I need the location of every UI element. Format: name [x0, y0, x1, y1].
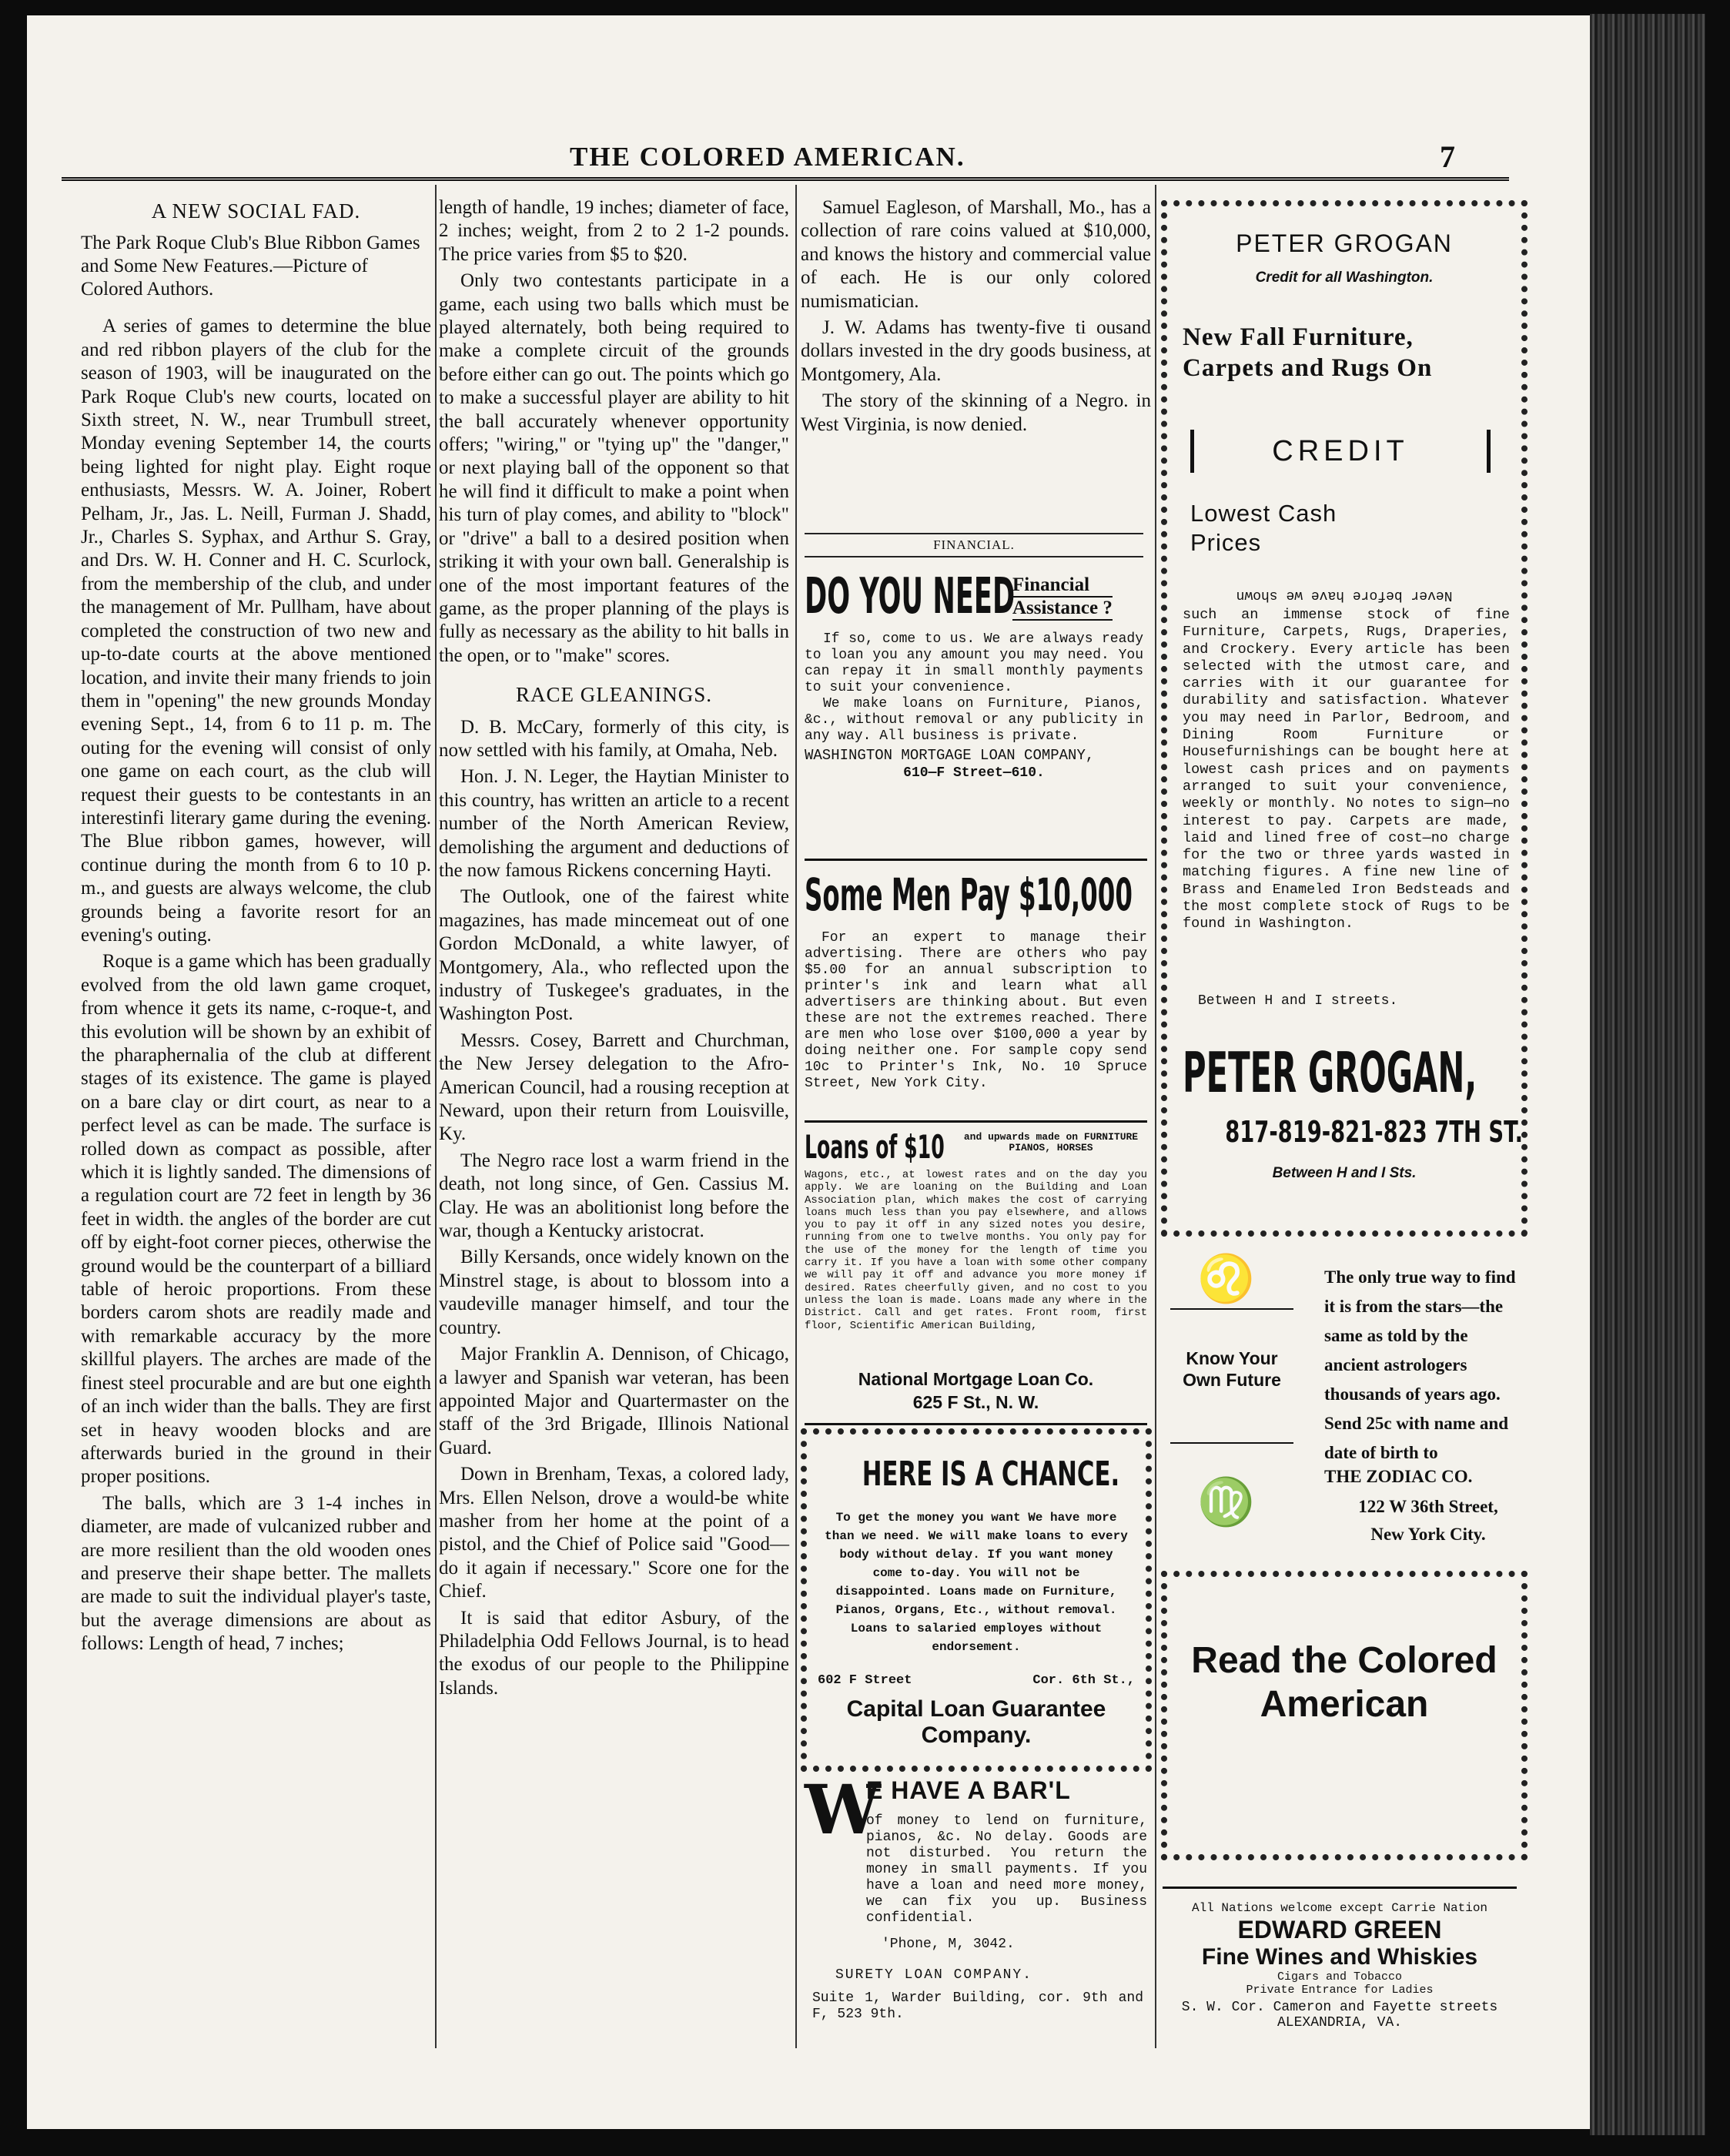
- ad-edward-green: [1163, 1886, 1517, 2058]
- store-name-large: PETER GROGAN,: [1183, 1040, 1477, 1105]
- column-1: [81, 196, 431, 1659]
- credit-banner: CREDIT: [1190, 430, 1491, 473]
- news-item: Samuel Eagleson, of Marshall, Mo., has a collection of rare coins valued at $10,000, and knows the history and commercial value of each. He is our only colored numismatician.: [801, 197, 1151, 312]
- ad-headline: Read the Colored American: [1191, 1640, 1497, 1725]
- ad-headline: E HAVE A BAR'L: [866, 1776, 1071, 1804]
- store-address: 817-819-821-823 7TH ST.: [1225, 1115, 1523, 1149]
- article-paragraph: Roque is a game which has been gradually evolved from the old lawn game croquet, from whence it gets its name, c-roque-t, and this evolution will be shown by an exhibit of the pharaphernalia of the club at different stages of its existence. The game is played on a bare clay or dirt court, as near to a perfect level as can be made. The surface is rolled down as compact as possible, after which it is lightly sanded. The dimensions of a regulation court are 72 feet in length by 36 feet in width. the angles of the border are cut off by eight-foot corner pieces, otherwise the ground would be the counterpart of a billiard table of heroic proportions. From these borders carom shots are readily made and with remarkable accuracy by the more skillful players. The arches are made of the finest steel procurable and are but one eighth of an inch wider than the balls. They are first set in heavy wooden blocks and are afterwards buried in the ground in their proper positions.: [81, 951, 431, 1488]
- financial-header: FINANCIAL.: [805, 533, 1143, 557]
- ad-line: Cigars and Tobacco: [1277, 1970, 1403, 1984]
- ad-body: To get the money you want We have more than we need. We will make loans to every body without delay. If you want money come to-day. You will not be disappointed. Loans made on Furniture, Pianos, Organs, Etc., without removal. Loans to salaried employes without endorsement.: [825, 1511, 1128, 1654]
- section-headline: RACE GLEANINGS.: [516, 683, 712, 707]
- ad-address: 122 W 36th Street, New York City.: [1358, 1497, 1498, 1544]
- news-item: The Outlook, one of the fairest white magazines, has made mincemeat out of one Gordon McDonald, a white lawyer, of Montgomery, Ala., who reflected upon the industry of Tuskegee's graduates, in the Washington Post.: [439, 886, 789, 1025]
- page-title: THE COLORED AMERICAN.: [570, 142, 965, 172]
- news-item: D. B. McCary, formerly of this city, is now settled with his family, at Omaha, Neb.: [439, 716, 789, 761]
- ad-company: Capital Loan Guarantee Company.: [846, 1696, 1106, 1748]
- ad-headline: HERE IS A CHANCE.: [862, 1455, 1120, 1494]
- ad-headline: Fine Wines and Whiskies: [1201, 1944, 1478, 1970]
- ad-body: of money to lend on furniture, pianos, &c. No delay. Goods are not disturbed. You return the money in small payments. If you have a loan and need more money, we can fix you up. Business confidential.: [866, 1813, 1147, 1926]
- news-item: Major Franklin A. Dennison, of Chicago, a lawyer and Spanish war veteran, has been appointed Major and Quartermaster on the staff of the 3rd Brigade, Illinois National Guard.: [439, 1344, 789, 1458]
- store-name: PETER GROGAN: [1236, 229, 1453, 257]
- ad-body: If so, come to us. We are always ready to loan you any amount you may need. You can repay it in small monthly payments to suit your convenience. We make loans on Furniture, Pianos, &c., without removal or any publicity in any way. All business is private. WASHINGTON MORTGAGE LOAN COMPANY, 610—F Street—610.: [805, 631, 1143, 781]
- leo-icon: ♌: [1197, 1252, 1255, 1306]
- news-item: It is said that editor Asbury, of the Philadelphia Odd Fellows Journal, is to head the exodus of our people to the Philippine Islands.: [439, 1607, 789, 1699]
- article-paragraph: Only two contestants participate in a game, each using two balls which must be played alternately, both being required to make a complete circuit of the grounds before either can go out. The points which go to make a successful player are ability to hit the ball accurately whenever opportunity offers; "wiring," or "tying up" the "danger," or next playing ball of the opponent so that he will find it difficult to make a point when his turn of play comes, and ability to "block" or "drive" a ball to a desired position when striking it with your own ball. Generalship is one of the most important features of the game, as the proper planning of the plays is fully as necessary as the ability to hit balls in the open, or to "make" scores.: [439, 270, 789, 666]
- ad-headline: Some Men Pay $10,000: [805, 869, 1133, 921]
- ad-subhead: Financial Assistance ?: [1012, 574, 1113, 621]
- ad-printers-ink: [805, 859, 1147, 1107]
- ad-company: THE ZODIAC CO.: [1324, 1467, 1473, 1486]
- ad-headline: Loans of $10: [805, 1128, 945, 1166]
- article-paragraph: The balls, which are 3 1-4 inches in diameter, are made of vulcanized rubber and are more resilient than the old wooden ones and preserve their shape better. The mallets are made to suit the individual player's taste, but the average dimensions are about as follows: Length of head, 7 inches;: [81, 1492, 431, 1655]
- page-number: 7: [1440, 139, 1455, 174]
- ad-dropcap: W: [805, 1769, 881, 1850]
- ad-headline: DO YOU NEED: [805, 568, 1016, 625]
- news-item: Billy Kersands, once widely known on the Minstrel stage, is about to blossom into a vaudeville manager himself, and tour the country.: [439, 1247, 789, 1338]
- ad-address: Suite 1, Warder Building, cor. 9th and F, 523 9th.: [812, 1990, 1143, 2022]
- column-rule: [795, 185, 797, 2048]
- header-rule: [62, 177, 1509, 181]
- ad-body: The only true way to find it is from the stars—the same as told by the ancient astrologers thousands of years ago. Send 25c with name and date of birth to: [1324, 1267, 1516, 1462]
- divider: [1170, 1442, 1293, 1444]
- divider: [1170, 1308, 1293, 1310]
- ad-headline: Know Your Own Future: [1183, 1348, 1281, 1390]
- ad-line: Private Entrance for Ladies: [1246, 1984, 1434, 1997]
- ad-peter-grogan: [1161, 200, 1528, 1237]
- ad-address: 625 F St., N. W.: [912, 1392, 1039, 1412]
- ad-location: Between H and I streets.: [1198, 993, 1398, 1009]
- store-name: EDWARD GREEN: [1237, 1916, 1442, 1943]
- ad-capital-loan: [801, 1428, 1152, 1772]
- ad-national-mortgage: [805, 1120, 1147, 1425]
- column-rule: [435, 185, 437, 2048]
- article-paragraph: A series of games to determine the blue and red ribbon players of the club for the season of 1903, will be inaugurated on the Park Roque Club's new courts, located on Sixth street, N. W., near Trumbull street, Monday evening September 14, the courts being lighted for night play. Eight roque enthusiasts, Messrs. W. A. Joiner, Robert Pelham, Jr., Jas. L. Neill, Furman J. Shadd, Jr., Charles S. Syphax, and Arthur S. Gray, and Drs. W. H. Conner and H. C. Scurlock, from the membership of the club, and under the management of Mr. Pullham, have about completed the construction of two new and up-to-date courts at the above mentioned location, and invite their many friends to join them in "opening" the new grounds Monday evening Sept., 14, from 6 to 11 p. m. The outing for the evening will consist of only one game on each court, as the club will request their guests to be contestants in an interestinfi literary game during the evening. The Blue ribbon games, however, will continue during the month from 6 to 10 p. m., and guests are always welcome, the club grounds being a favorite resort for an evening's outing.: [81, 316, 431, 946]
- ad-tagline: All Nations welcome except Carrie Nation: [1191, 1901, 1488, 1915]
- masthead: [62, 139, 1524, 185]
- column-2: [439, 196, 789, 1703]
- news-item: The Negro race lost a warm friend in the death, not long since, of Gen. Cassius M. Clay. He was an abolitionist long before the war, though a Kentucky aristocrat.: [439, 1150, 789, 1242]
- store-address: S. W. Cor. Cameron and Fayette streets: [1181, 2000, 1498, 2015]
- ad-read-colored-american: [1161, 1571, 1528, 1860]
- article-headline: A NEW SOCIAL FAD.: [151, 199, 361, 223]
- virgo-icon: ♍: [1197, 1475, 1255, 1529]
- lowest-prices: Lowest Cash Prices: [1190, 500, 1337, 556]
- ad-body: Wagons, etc., at lowest rates and on the day you apply. We are loaning on the Building and Loan Association plan, which makes the cost of carrying loans much less than you pay elsewhere, and allows you to pay it off in any sized notes you desire, running from one to twelve months. You only pay for the use of the money for the length of time you carry it. If you have a loan with some other company we will pay it off and advance you more money if desired. Rates cheerfully given, and no cost to you unless the loan is made. Loans made any where in the District. Call and get rates. Front room, first floor, Scientific American Building,: [805, 1169, 1147, 1332]
- ad-address: 602 F Street: [818, 1673, 912, 1688]
- news-item: Hon. J. N. Leger, the Haytian Minister to this country, has written an article to a recent number of the North American Review, demolishing the argument and deductions of the now famous Rickens concerning Hayti.: [439, 766, 789, 881]
- column-rule: [1155, 185, 1156, 2048]
- store-tagline: Credit for all Washington.: [1255, 270, 1434, 286]
- ad-company: National Mortgage Loan Co.: [858, 1369, 1094, 1389]
- ad-body: such an immense stock of fine Furniture, Carpets, Rugs, Draperies, and Crockery. Every article has been selected with the utmost care, and carries with it our guarantee for durability and satisfaction. Whatever you may need in Parlor, Bedroom, and Dining Room Furniture or Housefurnishings can be bought here at lowest cash prices and on payments arranged to suit your convenience, weekly or monthly. No notes to sign—no interest to pay. Carpets are made, laid and lined free of cost—no charge for the two or three yards wasted in matching figures. A fine new line of Brass and Enameled Iron Bedsteads and the most complete stock of Rugs to be found in Washington.: [1183, 607, 1510, 932]
- ad-body: For an expert to manage their advertising. There are others who pay $5.00 for an annual subscription to printer's ink and learn what all advertisers are thinking about. But even these are not the extremes reached. There are men who lose over $100,000 a year by doing neither one. For sample copy send 10c to Printer's Ink, No. 10 Spruce Street, New York City.: [805, 930, 1147, 1091]
- column-3: [801, 196, 1151, 520]
- ad-subhead: and upwards made on FURNITURE PIANOS, HORSES: [963, 1131, 1139, 1153]
- ad-address-corner: Cor. 6th St.,: [1032, 1673, 1135, 1688]
- article-paragraph: length of handle, 19 inches; diameter of face, 2 inches; weight, from 2 to 2 1-2 pounds. The price varies from $5 to $20.: [439, 197, 789, 265]
- news-item: Messrs. Cosey, Barrett and Churchman, the New Jersey delegation to the Afro-American Council, had a rousing reception at Neward, upon their return from Louisville, Ky.: [439, 1029, 789, 1145]
- inverted-line: Never before have we shown: [1236, 588, 1453, 603]
- news-item: J. W. Adams has twenty-five ti ousand dollars invested in the dry goods business, at Montgomery, Ala.: [801, 317, 1151, 385]
- news-item: The story of the skinning of a Negro. in West Virginia, is now denied.: [801, 390, 1151, 435]
- ad-zodiac: [1163, 1244, 1524, 1544]
- store-city: ALEXANDRIA, VA.: [1277, 2015, 1403, 2030]
- ad-mortgage-loan: [805, 570, 1143, 832]
- ad-company: SURETY LOAN COMPANY.: [835, 1967, 1033, 1983]
- store-cross-streets: Between H and I Sts.: [1272, 1165, 1417, 1181]
- ad-headline: New Fall Furniture, Carpets and Rugs On: [1183, 323, 1433, 382]
- ad-phone: 'Phone, M, 3042.: [882, 1937, 1015, 1952]
- article-deck: The Park Roque Club's Blue Ribbon Games and Some New Features.—Picture of Colored Authors.: [81, 233, 420, 300]
- ad-surety-loan: [805, 1769, 1147, 2044]
- news-item: Down in Brenham, Texas, a colored lady, Mrs. Ellen Nelson, drove a would-be white masher from her home at the point of a pistol, and the Chief of Police said "Good—do it again if necessary." Score one for the Chief.: [439, 1464, 789, 1602]
